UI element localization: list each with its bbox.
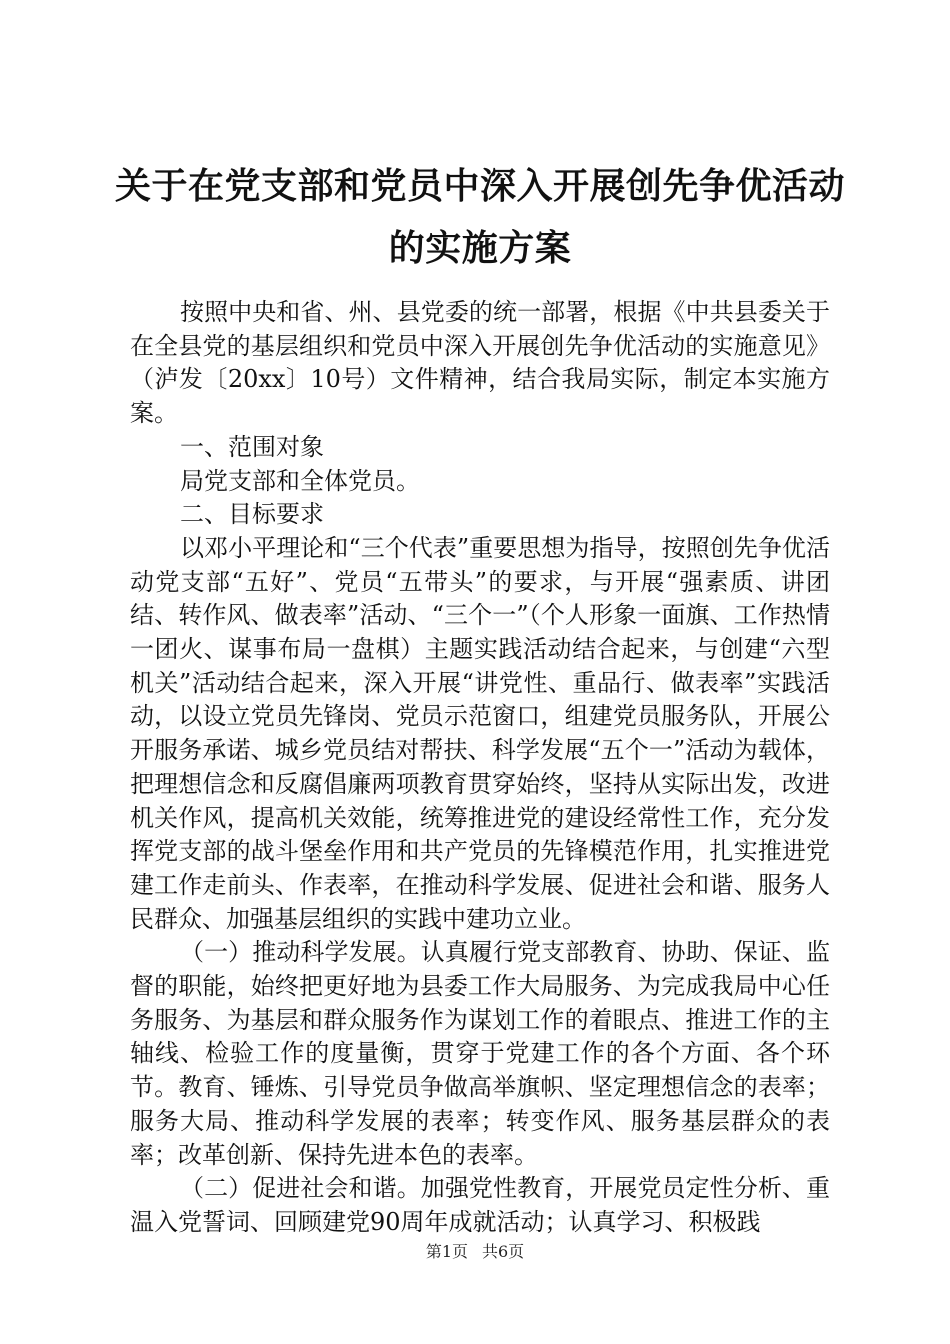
document-title [110,155,850,279]
document-body [130,296,830,1240]
page-number-total: 共6页 [482,1242,525,1261]
section-heading-scope: 一、范围对象 [180,432,324,461]
page-footer [0,1242,950,1262]
title-line-1: 关于在党支部和党员中深入开展创先争优活动 [114,165,845,207]
scope-paragraph: 局党支部和全体党员。 [180,466,420,495]
title-line-2: 的实施方案 [388,227,572,269]
subsection-development-paragraph: （一）推动科学发展。认真履行党支部教育、协助、保证、监督的职能，始终把更好地为县委工作大局服务、为完成我局中心任务服务、为基层和群众服务作为谋划工作的着眼点、推进工作的主轴线、检验工作的度量衡，贯穿于党建工作的各个方面、各个环节。教育、锤炼、引导党员争做高举旗帜、坚定理想信念的表率；服务大局、推动科学发展的表率；转变作风、服务基层群众的表率；改革创新、保持先进本色的表率。 [130,938,830,1169]
intro-paragraph: 按照中央和省、州、县党委的统一部署，根据《中共县委关于在全县党的基层组织和党员中深入开展创先争优活动的实施意见》（泸发〔20xx〕10号）文件精神，结合我局实际，制定本实施方案。 [130,298,830,428]
section-heading-goals: 二、目标要求 [180,500,324,529]
goals-paragraph: 以邓小平理论和“三个代表”重要思想为指导，按照创先争优活动党支部“五好”、党员“五带头”的要求，与开展“强素质、讲团结、转作风、做表率”活动、“三个一”（个人形象一面旗、工作热情一团火、谋事布局一盘棋）主题实践活动结合起来，与创建“六型机关”活动结合起来，深入开展“讲党性、重品行、做表率”实践活动，以设立党员先锋岗、党员示范窗口，组建党员服务队，开展公开服务承诺、城乡党员结对帮扶、科学发展“五个一”活动为载体，把理想信念和反腐倡廉两项教育贯穿始终，坚持从实际出发，改进机关作风，提高机关效能，统筹推进党的建设经常性工作，充分发挥党支部的战斗堡垒作用和共产党员的先锋模范作用，扎实推进党建工作走前头、作表率，在推动科学发展、促进社会和谐、服务人民群众、加强基层组织的实践中建功立业。 [130,533,830,933]
subsection-harmony-paragraph: （二）促进社会和谐。加强党性教育，开展党员定性分析、重温入党誓词、回顾建党90周年成就活动；认真学习、积极践 [130,1174,830,1236]
page-number-current: 第1页 [425,1242,468,1261]
